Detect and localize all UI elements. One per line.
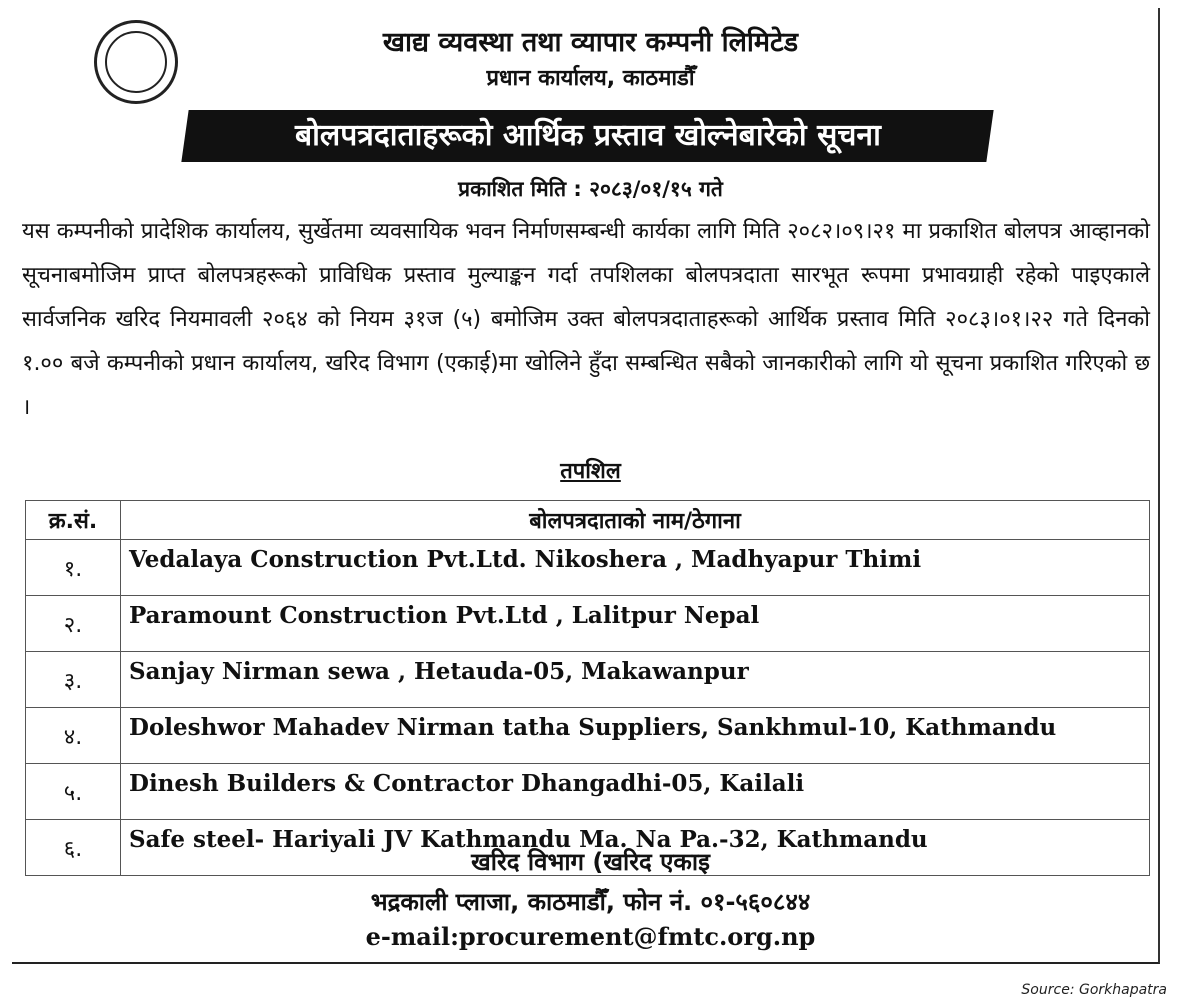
- table-title: तपशिल: [560, 459, 621, 484]
- row-number: ३.: [26, 652, 121, 708]
- notice-body: यस कम्पनीको प्रादेशिक कार्यालय, सुर्खेतमा व्यवसायिक भवन निर्माणसम्बन्धी कार्यका लागि मिति २०८२।०९।२१ मा प्रकाशित बोलपत्र आव्हानको सूचनाबमोजिम प्राप्त बोलपत्रहरूको प्राविधिक प्रस्ताव मुल्याङ्कन गर्दा तपशिलका बोलपत्रदाता सारभूत रूपमा प्रभावग्राही रहेको पाइएकाले सार्वजनिक खरिद नियमावली २०६४ को नियम ३१ज (५) बमोजिम उक्त बोलपत्रदाताहरूको आर्थिक प्रस्ताव मिति २०८३।०१।२२ गते दिनको १.०० बजे कम्पनीको प्रधान कार्यालय, खरिद विभाग (एकाई)मा खोलिने हुँदा सम्बन्धित सबैको जानकारीको लागि यो सूचना प्रकाशित गरिएको छ ।: [22, 219, 1150, 420]
- source-credit: Source: Gorkhapatra: [1021, 982, 1167, 998]
- footer-email: e-mail:procurement@fmtc.org.np: [365, 922, 816, 951]
- table-row: [26, 596, 1150, 652]
- bidders-table: [25, 500, 1150, 876]
- bidder-name: Sanjay Nirman sewa , Hetauda-05, Makawanpur: [121, 652, 1150, 708]
- table-row: [26, 764, 1150, 820]
- row-number: १.: [26, 540, 121, 596]
- bidder-name: Safe steel- Hariyali JV Kathmandu Ma. Na Pa.-32, Kathmandu: [121, 820, 1150, 876]
- bidder-name: Paramount Construction Pvt.Ltd , Lalitpur Nepal: [121, 596, 1150, 652]
- row-number: ५.: [26, 764, 121, 820]
- bidder-name: Doleshwor Mahadev Nirman tatha Suppliers, Sankhmul-10, Kathmandu: [121, 708, 1150, 764]
- company-name: खाद्य व्यवस्था तथा व्यापार कम्पनी लिमिटेड: [382, 27, 799, 58]
- row-number: २.: [26, 596, 121, 652]
- table-row: [26, 652, 1150, 708]
- header-sn: क्र.सं.: [26, 501, 121, 540]
- notice-title: बोलपत्रदाताहरूको आर्थिक प्रस्ताव खोल्नेबारेको सूचना: [294, 118, 881, 153]
- bidder-name: Dinesh Builders & Contractor Dhangadhi-05, Kailali: [121, 764, 1150, 820]
- header-name: बोलपत्रदाताको नाम/ठेगाना: [121, 501, 1150, 540]
- table-row: [26, 708, 1150, 764]
- row-number: ४.: [26, 708, 121, 764]
- bidder-name: Vedalaya Construction Pvt.Ltd. Nikoshera , Madhyapur Thimi: [121, 540, 1150, 596]
- office-name: प्रधान कार्यालय, काठमाडौँ: [486, 66, 695, 91]
- table-row: [26, 540, 1150, 596]
- footer-address: भद्रकाली प्लाजा, काठमाडौँ, फोन नं. ०१-५६०८४४: [370, 888, 811, 916]
- row-number: ६.: [26, 820, 121, 876]
- publish-date: प्रकाशित मिति : २०८३/०१/१५ गते: [458, 177, 723, 201]
- footer-dept: खरिद विभाग (खरिद एकाइ: [471, 848, 710, 876]
- notice-title-banner: [181, 110, 993, 162]
